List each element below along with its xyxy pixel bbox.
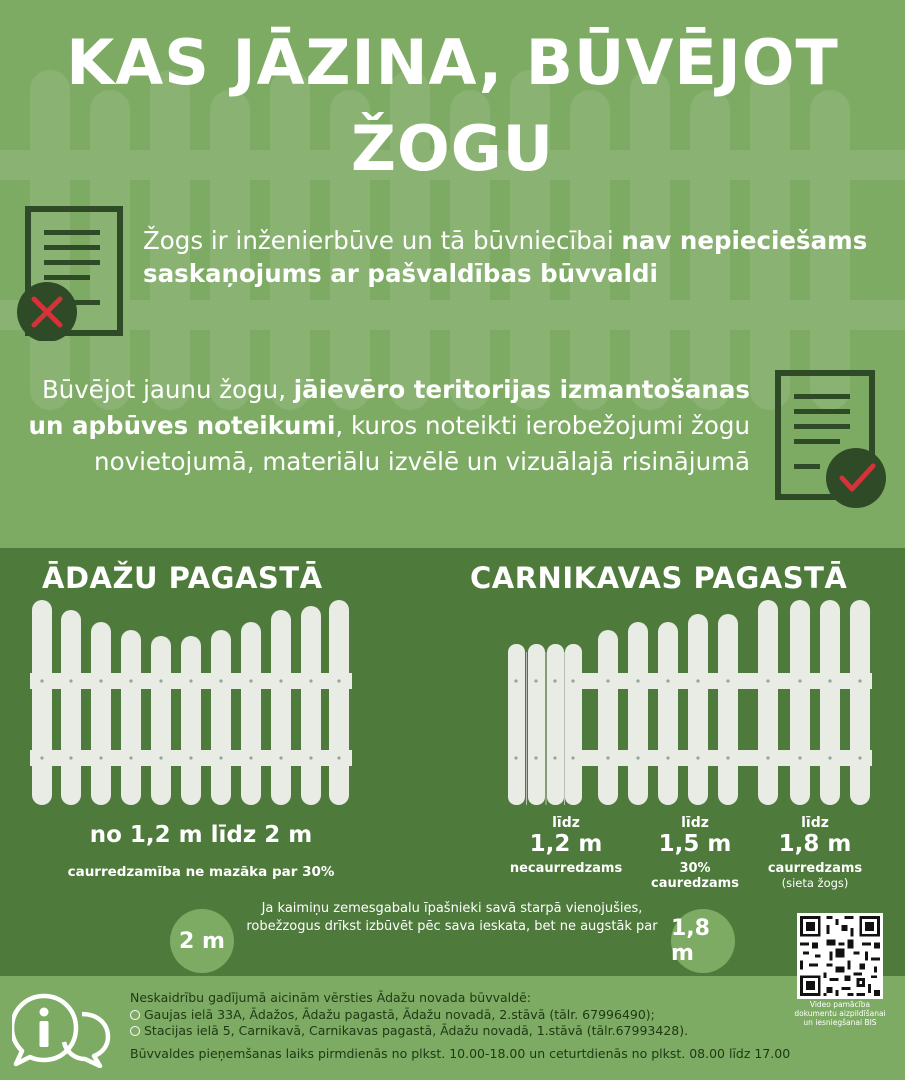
contact-info	[130, 990, 900, 1062]
address-carnikava-text: Stacijas ielā 5, Carnikavā, Carnikavas pagastā, Ādažu novadā, 1.stāvā (tālr.67993428).	[144, 1023, 689, 1038]
carnikava-parish-title: CARNIKAVAS PAGASTĀ	[470, 561, 848, 595]
info-chat-icon	[12, 992, 112, 1068]
adazi-max-height-badge: 2 m	[170, 909, 234, 973]
carnikava-option-3	[745, 815, 885, 891]
option-label: līdz	[801, 815, 829, 831]
option-type: necaurredzams	[509, 861, 623, 876]
statement-plain: Žogs ir inženierbūve un tā būvniecībai	[143, 226, 622, 255]
planning-rules-statement	[20, 372, 750, 480]
rules-plain-2: , kuros noteikti ierobežojumi žogu novietojumā, materiālu izvēlē un vizuālajā risinājumā	[94, 411, 750, 476]
office-hours: Būvvaldes pieņemšanas laiks pirmdienās no plkst. 10.00-18.00 un ceturtdienās no plkst. 08.00 līdz 17.00	[130, 1045, 791, 1061]
option-label: līdz	[552, 815, 580, 831]
carnikava-option-2	[625, 815, 765, 891]
option-height: 1,8 m	[778, 831, 852, 857]
adazi-parish-title: ĀDAŽU PAGASTĀ	[42, 561, 323, 595]
document-cross-icon	[14, 206, 126, 341]
address-carnikava	[130, 1023, 900, 1040]
qr-caption: Video pamācība dokumentu aizpildīšanai un iesniegšanai BIS	[794, 1000, 886, 1027]
option-note: (sieta žogs)	[781, 876, 849, 890]
document-check-icon	[772, 370, 892, 508]
contact-intro: Neskaidrību gadījumā aicinām vērsties Ādažu novada būvvaldē:	[130, 990, 531, 1005]
statement-bold: nav nepieciešams saskaņojums ar pašvaldības būvvaldi	[143, 226, 868, 288]
qr-code[interactable]	[797, 913, 883, 999]
fence-engineering-statement	[143, 224, 883, 290]
title-line-1: KAS JĀZINA, BŪVĒJOT	[66, 26, 839, 99]
option-label: līdz	[681, 815, 709, 831]
option-type: 30% cauredzams	[651, 861, 739, 891]
address-adazi	[130, 1007, 900, 1024]
option-type: caurredzams	[767, 861, 863, 876]
option-height: 1,2 m	[529, 831, 603, 857]
carnikava-option-1	[496, 815, 636, 876]
bullet-icon	[130, 1010, 140, 1020]
adazi-fence-illustration	[30, 600, 355, 805]
adazi-height-range: no 1,2 m līdz 2 m	[89, 822, 313, 848]
bullet-icon	[130, 1026, 140, 1036]
rules-bold: jāievēro teritorijas izmantošanas un apbūves noteikumi	[28, 375, 750, 440]
adazi-transparency-note: caurredzamība ne mazāka par 30%	[67, 864, 335, 880]
address-adazi-text: Gaujas ielā 33A, Ādažos, Ādažu pagastā, Ādažu novadā, 2.stāvā (tālr. 67996490);	[144, 1006, 655, 1022]
carnikava-max-height-badge: 1,8 m	[671, 909, 735, 973]
neighbors-agreement-note: Ja kaimiņu zemesgabalu īpašnieki savā starpā vienojušies, robežzogus drīkst izbūvēt pēc sava ieskata, bet ne augstāk par	[246, 901, 658, 934]
title-line-2: ŽOGU	[351, 112, 554, 185]
rules-plain-1: Būvējot jaunu žogu,	[41, 375, 294, 404]
carnikava-fence-illustration	[506, 600, 876, 805]
option-height: 1,5 m	[658, 831, 732, 857]
